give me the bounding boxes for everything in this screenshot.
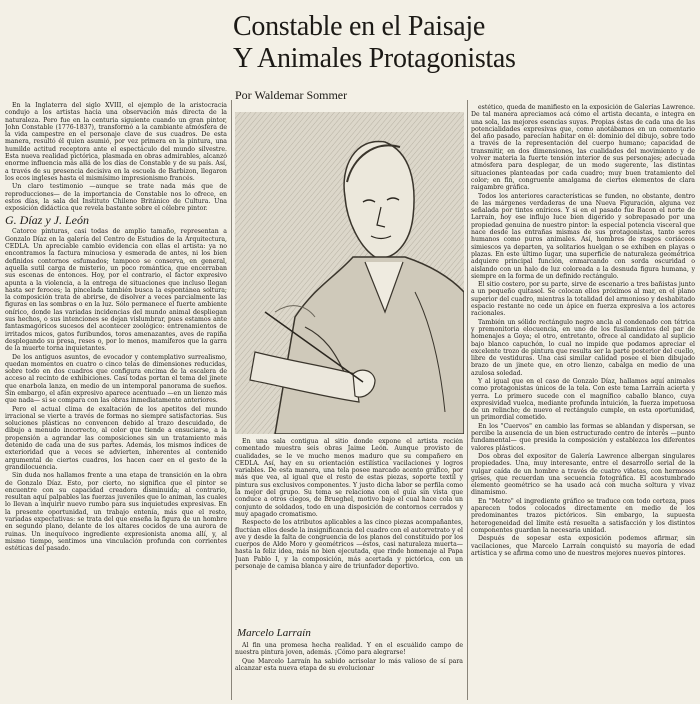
article-title-line1: Constable en el Paisaje (233, 11, 486, 42)
paragraph: En una sala contigua al sitio donde expone el artista recién comentado muestra seis obras Jaime León. Aunque provisto de cualidades, se le ve mucho menos maduro que su compañero en CEDLA. Así, hay en su orientación estilística vacilaciones y logros variables. De esta manera, una tela posee marcado acento gráfico, por más que vea, al igual que el resto de estas piezas, soporte textil y pintura sus exclusivos componentes. Y justo dicha labor se perfila como la mejor del grupo. Su tema se relaciona con el guía sin vista que conduce a otros ciegos, de Brueghel, motivo bajo el cual hace cola un conjunto de soldados, todo en una disposición de contornos cerrados y muy apagado cromatismo. (235, 438, 463, 518)
paragraph: Que Marcelo Larraín ha sabido acrisolar lo más valioso de sí para alcanzar esta nueva etapa de su evolucionar (235, 657, 463, 672)
column-left (5, 102, 227, 700)
paragraph: Sin duda nos hallamos frente a una etapa de transición en la obra de Gonzalo Díaz. Esto, por cierto, no significa que el pintor se encuentre con su capacidad creadora disminuida; al contrario, resultan aquí palpables las fuerzas juveniles que lo animan, las cuales lo llevan a inquirir nuevo rumbo para sus inquietudes expresivas. En la presente oportunidad, un trabajo entenía, más que el resto, variadas expectativas: se trata del que enseña la figura de un hombre en segundo plano, delante de los altares cocidos de una aurora de ruinas. Un inequívoco ingrediente expresionista anoma allí, y, al mismo tiempo, sentimos una vinculación profunda con corrientes estéticas del pasado. (5, 472, 227, 553)
paragraph: De los antiguos asuntos, de evocador y contemplativo surrealismo, quedan momentos en cuatro o cinco telas de dimensiones reducidas, sobre todo en dos cuadros que configura encima de la escalera de acceso al recinto de exhibiciones. Casi todas portan el tema del jinete que enarbola lanza, en medio de un intemporal panorama de sueños. Sin embargo, el afán expresivo aparece acentuado —en un lienzo más que nada— si se compara con las obras inmediatamente anteriores. (5, 353, 227, 405)
article-title-line2: Y Animales Protagonistas (233, 43, 516, 74)
portrait-illustration (235, 112, 464, 434)
subhead-larrain: Marcelo Larraín (237, 627, 311, 639)
constable-portrait-sketch (235, 112, 464, 434)
column-divider (467, 100, 468, 700)
paragraph: estético, queda de manifiesto en la exposición de Galerías Lawrence. De tal manera apreciamos acá cómo el artista decanta, e integra en una sola, las mejores esencias suyas. Propias éstas de cada una de las potencialidades expresivas que, como anotábamos en un comentario del año pasado, parecían habitar en él: dominio del dibujo, sobre todo a través de la representación del cuerpo humano; capacidad de transmitir, en dos dimensiones, las cualidades del movimiento y de volver materia la fuerte tensión interior de sus personajes; adecuada atmósfera para desplegar, de un modo sugerente, las distintas situaciones planteadas por cada cuadro; muy buen tratamiento del color; en fin, congruente amalgama de ciertos elementos de clara raigambre gráfica. (471, 104, 695, 192)
column-right (471, 104, 695, 700)
paragraph: Pero el actual clima de exaltación de los apetitos del mundo irracional se vierte a través de formas no siempre satisfactorias. Sus soluciones plásticas no convencen debido al trazo descuidado, de dibujo a menudo incorrecto, al color que tiende a ensuciarse, a la propensión a agrandar las composiciones sin un tratamiento más detenido de cada una de sus partes. Además, los mismos índices de exterioridad que a veces se advierten, inherentes al contenido argumental de ciertos cuadros, los hacen caer en el gesto de la grandilocuencia. (5, 405, 227, 471)
paragraph: Un claro testimonio —aunque se trate nada más que de reproducciones— de la importancia de Constable nos lo ofrece, en estos días, la sala del Instituto Chileno Británico de Cultura. Una exposición didáctica que revela bastante sobre el célebre pintor. (5, 183, 227, 213)
paragraph: Y al igual que en el caso de Gonzalo Díaz, hallamos aquí animales como protagonistas únicos de la tela. Con este tema Larraín acierta y yerra. Lo primero sucede con el magnífico caballo blanco, cuya expresividad vuelca, mediante profunda intuición, la fuerza impetuosa de un relincho; de nuevo el rectángulo cumple, en esta oportunidad, un primordial cometido. (471, 377, 695, 422)
paragraph: También un sólido rectángulo negro ancla al condenado con tétrica y premonitoria elocuencia, en uno de los fusilamientos del par de homenajes a Goya; el otro, entretanto, ofrece al candidato al suplicio bajo blanco capuchón, lo cual no impide que podamos apreciar el excelente trozo de pintura que resulta ser la parte posterior del cuello, libre de vestiduras. Una casi similar calidad posee el bien dibujado brazo de un jinete que, en otro lienzo, cabalga en medio de una azulosa soledad. (471, 318, 695, 377)
paragraph: Dos obras del expositor de Galería Lawrence albergan singulares propiedades. Una, muy interesante, entre el desarrollo serial de la vulgar caída de un hombre a través de cuatro viñetas, con hermosos grises, que recuerdan una secuencia fotográfica. El acostumbrado elemento geométrico se ha usado acá con mucha soltura y vivaz dinamismo. (471, 452, 695, 497)
column-middle-bottom (235, 642, 463, 700)
paragraph: Respecto de los atributos aplicables a las cinco piezas acompañantes, fluctúan ellos desde la insignificancia del cuadro con el autorretrato y el ave y desde la falta de congruencia de los planos del constituido por los cuerpos de Aldo Moro y geométricos —éstos, casi naturaleza muerta— hasta la feliz idea, más no bien ejecutada, que rinde homenaje al Papa Juan Pablo I, y la composición, más acertada y pictórica, con un personaje de camisa blanca y aire de triunfador deportivo. (235, 519, 463, 571)
paragraph: El sitio costero, por su parte, sirve de escenario a tres bañistas junto a un pequeño quitasol. Se colocan ellos próximos al mar, en el plano superior del cuadro, mientras la totalidad del armonioso y deshabitado espacio restante no cede un ápice en fuerza expresiva a los actores racionales. (471, 281, 695, 318)
column-middle (235, 438, 463, 626)
paragraph: Todos los anteriores características se funden, no obstante, dentro de las márgenes verdaderas de una Nueva Figuración, alguna vez señalada por tintes oníricos. Y si en el pasado fue Bacon el norte de Larraín, hoy ese influjo luce bien digerido y sobrepasado por una propiedad genuina de nuestro pintor: la especial potencia visceral que nace desde las entrañas mismas de sus protagonistas, tanto seres humanos como puros animales. Así, hombres de rasgos coriáceos simiescos ya departen, ya solitarios huelgan o se exhiben en playas o plazas. En este último lugar, una superficie de naturaleza geométrica adquiere principal función, enmarcando con sorda oscuridad o aislando con un halo de luz coloreada a la desnuda figura humana, y siempre en la forma de un definido rectángulo. (471, 192, 695, 280)
subhead-diaz-leon: G. Díaz y J. León (5, 213, 89, 228)
paragraph: Después de sopesar esta exposición podemos afirmar, sin vacilaciones, que Marcelo Larraín conquistó su mayoría de edad artística y se afirma como uno de nuestros mejores nuevos pintores. (471, 535, 695, 557)
paragraph: En los "Cuervos" en cambio las formas se ablandan y dispersan, se percibe la ausencia de un bien estructurado centro de interés —punto fundamental— que presida la composición y establezca los diferentes valores plásticos. (471, 422, 695, 452)
paragraph: En "Metro" el ingrediente gráfico se traduce con todo certeza, pues aparecen todos colocados directamente en medio de los predominantes trazos pictóricos. Sin embargo, la supuesta heterogeneidad del límite está resuelta a satisfacción y los distintos componentes guardan la necesaria unidad. (471, 497, 695, 534)
paragraph: Al fin una promesa hecha realidad. Y en el escuálido campo de nuestra pintura joven, además. ¡Cómo para alegrarse! (235, 642, 463, 657)
paragraph: En la Inglaterra del siglo XVIII, el ejemplo de la aristocracia condujo a los artistas hacia una observación más directa de la naturaleza. Pero fue en la centuria siguiente cuando un gran pintor, John Constable (1776-1837), transformó a la cambiante atmósfera de la vida campestre en el personaje clave de sus cuadros. De esta manera, resultó él quien asumió, por vez primera en la pintura, una humilde actitud receptora ante el espectáculo del mundo silvestre. Esta nueva realidad pictórica, plasmada en obras admirables, alcanzó enorme influencia más allá de los días de Constable y de su país. Así, a través de su presencia decisiva en la escuela de Barbizon, llegaron los ecos ingleses hasta el mismísimo impresionismo francés. (5, 102, 227, 182)
column-divider (231, 100, 232, 700)
paragraph: Catorce pinturas, casi todas de amplio tamaño, representan a Gonzalo Díaz en la galería del Centro de Estudios de la Arquitectura, CEDLA. Un apreciable cambio evidencia con ellas el artista: ya no encontramos la factura minuciosa y esmerada de antes, ni los bien definidos contornos esfumados; tampoco se conserva, en general, aquella sutil carga de misterio, un poco romántica, que encerraban sus escenas de entonces. Hoy, por el contrario, el factor expresivo apunta a la violencia, a la entrega de situaciones que incluso llegan hasta ser feroces; la pincelada también busca la espontánea soltura; la composición trata de abrirse, de disolver a veces parcialmente las figuras en las sombras o en la luz. Sólo permanece el fuerte ambiente onírico, donde las variadas incidencias del mundo animal despliegan sus hechos, o sus intenciones se dejan vislumbrar, pues estamos ante fantasmagóricos sucesos del acontecer zoológico: entrenamientos de irritados micos, gatos furibundos, toros amenazantes, aves de rapiña desplegando su presa, reses o, por lo menos, mamíferos que la garra de la muerte torna inquietantes. (5, 228, 227, 353)
byline: Por Waldemar Sommer (235, 88, 348, 102)
